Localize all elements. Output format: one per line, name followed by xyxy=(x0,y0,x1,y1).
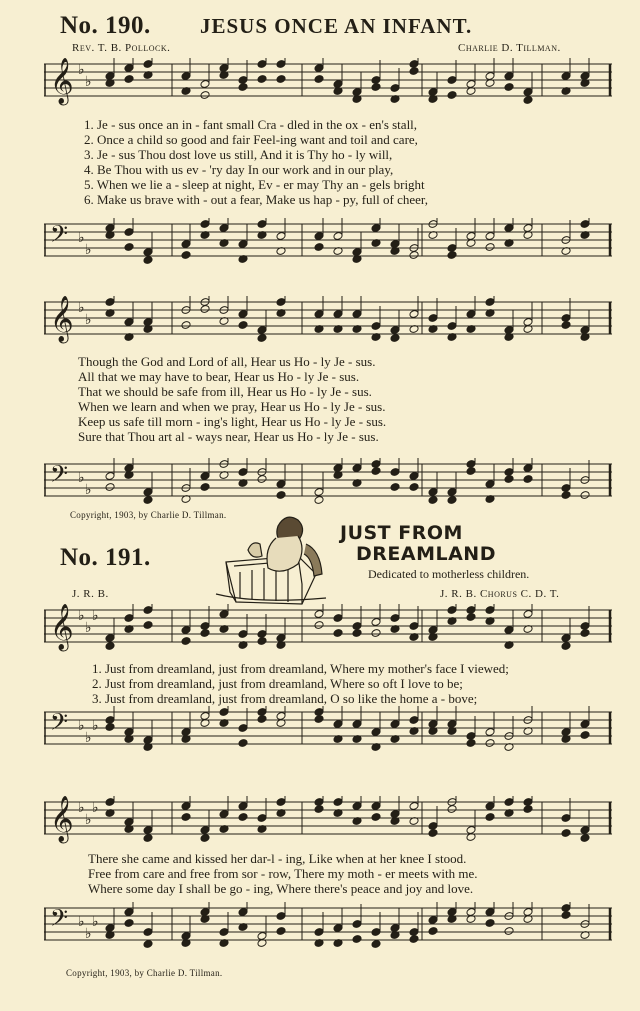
lyric-line: Free from care and free from sor - row, There my moth - er meets with me. xyxy=(88,866,478,881)
bass-staff xyxy=(44,902,612,950)
lyric-line: Keep us safe till morn - ing's light, Hear us Ho - ly Je - sus. xyxy=(78,414,387,429)
svg-text:♭: ♭ xyxy=(92,719,99,734)
hymn-number: No. 191. xyxy=(60,544,151,571)
lyric-line: Where some day I shall be go - ing, Where there's peace and joy and love. xyxy=(88,881,474,896)
svg-text:𝄢: 𝄢 xyxy=(50,220,69,253)
bass-staff xyxy=(44,218,612,266)
lyric-line: That we should be safe from ill, Hear us Ho - ly Je - sus. xyxy=(78,384,372,399)
svg-text:♭: ♭ xyxy=(85,621,92,636)
svg-text:♭: ♭ xyxy=(78,915,85,930)
bass-staff xyxy=(44,706,612,754)
lyric-line: 1. Just from dreamland, just from dreamland, Where my mother's face I viewed; xyxy=(92,661,509,676)
verse-block xyxy=(78,354,598,444)
svg-text:𝄢: 𝄢 xyxy=(50,460,69,493)
hymn-composer: Charlie D. Tillman. xyxy=(458,42,561,54)
mother-child-illustration xyxy=(206,504,334,608)
lyric-line: 4. Be Thou with us ev - 'ry day In our work and in our play, xyxy=(84,162,394,177)
copyright: Copyright, 1903, by Charlie D. Tillman. xyxy=(70,510,227,520)
lyric-line: 5. When we lie a - sleep at night, Ev - er may Thy an - gels bright xyxy=(84,177,425,192)
lyric-line: 3. Just from dreamland, just from dreamland, O so like the home a - bove; xyxy=(92,691,478,706)
svg-text:𝄢: 𝄢 xyxy=(50,708,69,741)
lyric-line: All that we may have to bear, Hear us Ho - ly Je - sus. xyxy=(78,369,360,384)
svg-text:♭: ♭ xyxy=(92,915,99,930)
svg-text:♭: ♭ xyxy=(85,313,92,328)
hymn-title: JESUS ONCE AN INFANT. xyxy=(200,14,473,38)
svg-text:♭: ♭ xyxy=(78,301,85,316)
hymn-author: J. R. B. xyxy=(72,588,109,600)
treble-staff xyxy=(44,58,612,106)
svg-text:♭: ♭ xyxy=(92,609,99,624)
lyric-line: Though the God and Lord of all, Hear us Ho - ly Je - sus. xyxy=(78,354,376,369)
treble-staff xyxy=(44,296,612,344)
hymn-title-line-1: JUST FROM xyxy=(340,522,463,544)
lyric-line: 2. Just from dreamland, just from dreamland, Where so oft I love to be; xyxy=(92,676,463,691)
verse-block xyxy=(84,117,604,207)
svg-text:♭: ♭ xyxy=(78,609,85,624)
svg-text:♭: ♭ xyxy=(85,731,92,746)
treble-staff xyxy=(44,796,612,844)
svg-text:𝄞: 𝄞 xyxy=(50,796,74,842)
verse-block xyxy=(92,661,612,706)
hymn-title-line-2: DREAMLAND xyxy=(356,543,496,565)
verse-block xyxy=(88,851,608,896)
svg-text:♭: ♭ xyxy=(85,813,92,828)
lyric-line: 6. Make us brave with - out a fear, Make us hap - py, full of cheer, xyxy=(84,192,428,207)
copyright: Copyright, 1903, by Charlie D. Tillman. xyxy=(66,968,223,978)
svg-text:♭: ♭ xyxy=(78,471,85,486)
svg-text:♭: ♭ xyxy=(85,75,92,90)
svg-text:♭: ♭ xyxy=(78,801,85,816)
lyric-line: Sure that Thou art al - ways near, Hear us Ho - ly Je - sus. xyxy=(78,429,379,444)
lyric-line: 3. Je - sus Thou dost love us still, And it is Thy ho - ly will, xyxy=(84,147,393,162)
lyric-line: 1. Je - sus once an in - fant small Cra - dled in the ox - en's stall, xyxy=(84,117,418,132)
svg-text:♭: ♭ xyxy=(78,63,85,78)
svg-text:𝄞: 𝄞 xyxy=(50,58,74,104)
svg-text:♭: ♭ xyxy=(85,243,92,258)
svg-text:𝄞: 𝄞 xyxy=(50,604,74,650)
svg-text:𝄞: 𝄞 xyxy=(50,296,74,342)
svg-text:𝄢: 𝄢 xyxy=(50,904,69,937)
svg-text:♭: ♭ xyxy=(85,927,92,942)
lyric-line: When we learn and when we pray, Hear us Ho - ly Je - sus. xyxy=(78,399,386,414)
treble-staff xyxy=(44,604,612,652)
lyric-line: 2. Once a child so good and fair Feel-ing want and toil and care, xyxy=(84,132,418,147)
svg-text:♭: ♭ xyxy=(92,801,99,816)
hymn-composer: J. R. B. Chorus C. D. T. xyxy=(440,588,560,600)
bass-staff xyxy=(44,458,612,506)
dedication: Dedicated to motherless children. xyxy=(368,567,530,581)
svg-text:♭: ♭ xyxy=(85,483,92,498)
svg-text:♭: ♭ xyxy=(78,231,85,246)
lyric-line: There she came and kissed her dar-l - ing, Like when at her knee I stood. xyxy=(88,851,467,866)
hymn-number: No. 190. xyxy=(60,12,151,39)
hymn-author: Rev. T. B. Pollock. xyxy=(72,42,171,54)
svg-text:♭: ♭ xyxy=(78,719,85,734)
